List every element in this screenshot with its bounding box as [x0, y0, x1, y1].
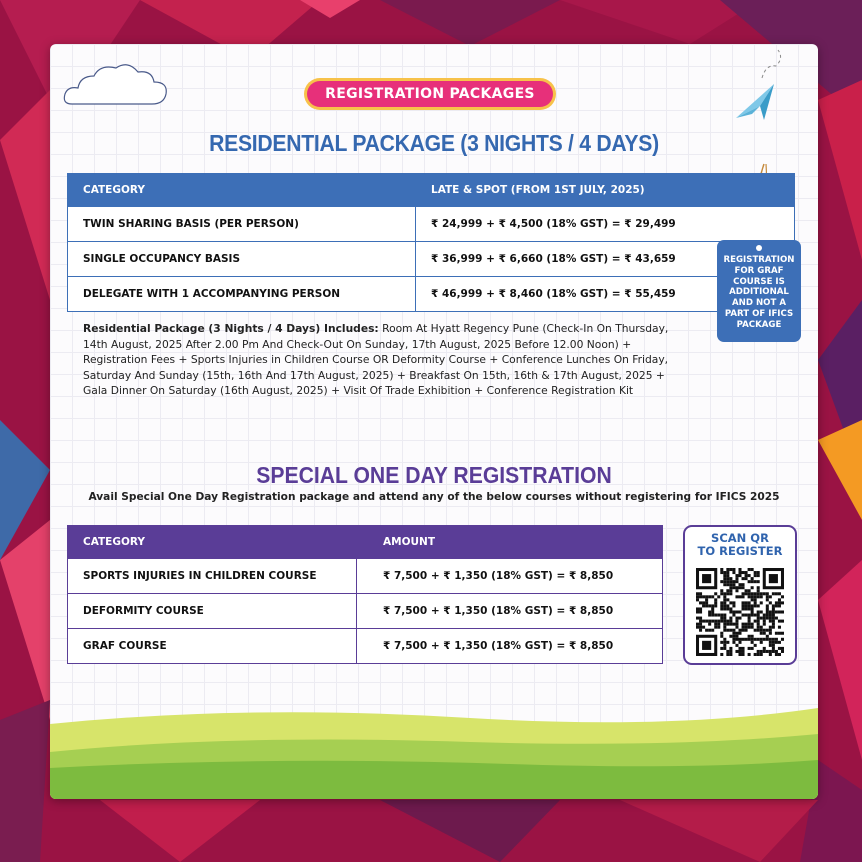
one-day-table	[67, 525, 663, 664]
qr-label-line2: TO REGISTER	[697, 544, 783, 558]
table-row	[68, 594, 663, 629]
table-row	[68, 207, 795, 242]
qr-label-line1: SCAN QR	[711, 531, 769, 545]
graf-notice-text: REGISTRATION FOR GRAF COURSE IS ADDITIONAL AND NOT A PART OF IFICS PACKAGE	[723, 255, 795, 330]
table-row	[68, 559, 663, 594]
row-category: GRAF COURSE	[68, 629, 357, 664]
includes-body: Room At Hyatt Regency Pune (Check-In On Thursday, 14th August, 2025 After 2.00 Pm And Check-Out On Sunday, 17th August, 2025 Before 12.00 Noon) + Registration Fees + Sports Injuries in Children Course OR Deformity Course + Conference Lunches On Friday, Saturday And Sunday (15th, 16th And 17th August, 2025) + Breakfast On 15th, 16th & 17th August, 2025 + Gala Dinner On Saturday (16th August, 2025) + Visit Of Trade Exhibition + Conference Registration Kit	[83, 322, 669, 397]
paper-plane-icon	[726, 48, 806, 128]
table-header-row	[68, 174, 795, 207]
one-day-subtitle: Avail Special One Day Registration package and attend any of the below courses without registering for IFICS 2025	[88, 491, 780, 503]
row-price: ₹ 36,999 + ₹ 6,660 (18% GST) = ₹ 43,659	[416, 242, 795, 277]
table-row	[68, 629, 663, 664]
qr-label	[685, 532, 795, 558]
package-includes-text	[83, 321, 683, 399]
one-day-title: SPECIAL ONE DAY REGISTRATION	[256, 462, 612, 488]
residential-package-table	[67, 173, 795, 312]
column-header-amount: AMOUNT	[357, 526, 663, 559]
row-price: ₹ 7,500 + ₹ 1,350 (18% GST) = ₹ 8,850	[357, 594, 663, 629]
table-row	[68, 277, 795, 312]
table-header-row	[68, 526, 663, 559]
includes-label: Residential Package (3 Nights / 4 Days) Includes:	[83, 322, 379, 335]
row-category: DELEGATE WITH 1 ACCOMPANYING PERSON	[68, 277, 416, 312]
registration-card	[50, 44, 818, 799]
cloud-icon	[62, 60, 172, 112]
tag-hole	[756, 245, 762, 251]
green-hills	[50, 704, 818, 799]
registration-packages-badge: REGISTRATION PACKAGES	[307, 81, 553, 107]
table-row	[68, 242, 795, 277]
row-price: ₹ 7,500 + ₹ 1,350 (18% GST) = ₹ 8,850	[357, 629, 663, 664]
column-header-category: CATEGORY	[68, 174, 416, 207]
row-category: DEFORMITY COURSE	[68, 594, 357, 629]
column-header-category: CATEGORY	[68, 526, 357, 559]
row-price: ₹ 24,999 + ₹ 4,500 (18% GST) = ₹ 29,499	[416, 207, 795, 242]
graf-notice-tag	[717, 240, 801, 342]
row-price: ₹ 7,500 + ₹ 1,350 (18% GST) = ₹ 8,850	[357, 559, 663, 594]
column-header-late-spot: LATE & SPOT (FROM 1ST JULY, 2025)	[416, 174, 795, 207]
qr-code-icon[interactable]	[696, 568, 784, 656]
row-category: SPORTS INJURIES IN CHILDREN COURSE	[68, 559, 357, 594]
residential-package-title: RESIDENTIAL PACKAGE (3 NIGHTS / 4 DAYS)	[209, 130, 659, 156]
row-price: ₹ 46,999 + ₹ 8,460 (18% GST) = ₹ 55,459	[416, 277, 795, 312]
row-category: TWIN SHARING BASIS (PER PERSON)	[68, 207, 416, 242]
row-category: SINGLE OCCUPANCY BASIS	[68, 242, 416, 277]
qr-register-box[interactable]	[683, 525, 797, 665]
